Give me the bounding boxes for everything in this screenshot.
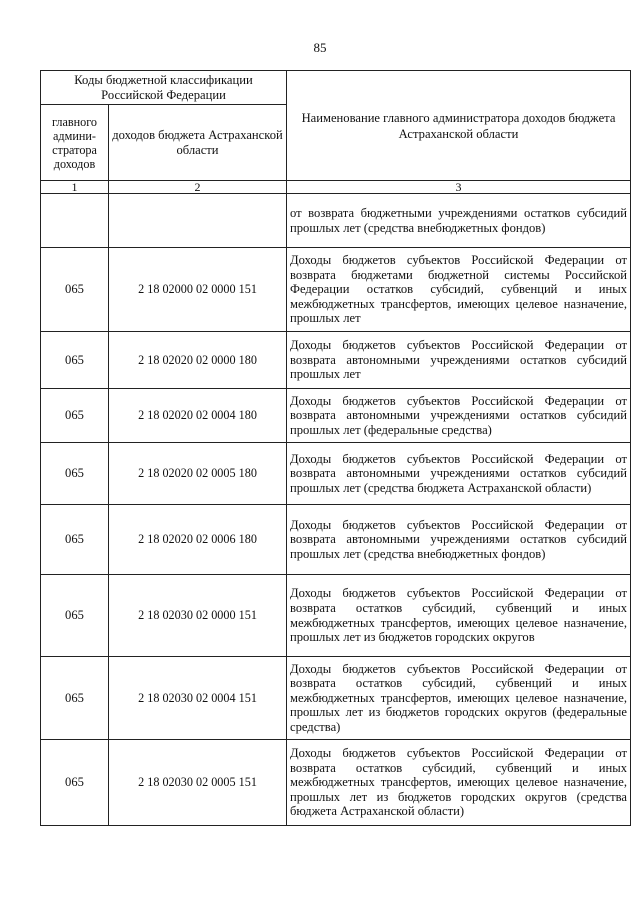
table-row bbox=[41, 248, 631, 332]
column-number-3: 3 bbox=[287, 181, 631, 194]
income-name-cell: Доходы бюджетов субъектов Российской Федерации от возврата автономными учреждениями остатков субсидий прошлых лет (средства бюджета Астраханской области) bbox=[287, 443, 631, 505]
income-name-cell: от возврата бюджетными учреждениями остатков субсидий прошлых лет (средства внебюджетных фондов) bbox=[287, 194, 631, 248]
admin-code-cell: 065 bbox=[41, 443, 109, 505]
page-number: 85 bbox=[313, 40, 327, 55]
column-number-1: 1 bbox=[41, 181, 109, 194]
income-code-cell: 2 18 02000 02 0000 151 bbox=[109, 248, 287, 332]
header-main-administrator: главного админи-стратора доходов bbox=[41, 105, 109, 181]
admin-code-cell: 065 bbox=[41, 505, 109, 575]
income-code-cell: 2 18 02030 02 0005 151 bbox=[109, 740, 287, 826]
admin-code-cell: 065 bbox=[41, 740, 109, 826]
table-row bbox=[41, 389, 631, 443]
admin-code-cell: 065 bbox=[41, 332, 109, 389]
table-row bbox=[41, 657, 631, 740]
header-classification-codes: Коды бюджетной классификации Российской Федерации bbox=[41, 71, 287, 105]
table-row bbox=[41, 740, 631, 826]
admin-code-cell: 065 bbox=[41, 389, 109, 443]
admin-code-cell: 065 bbox=[41, 575, 109, 657]
income-name-cell: Доходы бюджетов субъектов Российской Федерации от возврата остатков субсидий, субвенций и иных межбюджетных трансфертов, имеющих целевое назначение, прошлых лет из бюджетов городских округов (федеральные средства) bbox=[287, 657, 631, 740]
header-administrator-name: Наименование главного администратора доходов бюджета Астраханской области bbox=[287, 71, 631, 181]
header-regional-income: доходов бюджета Астраханской области bbox=[109, 105, 287, 181]
income-code-cell: 2 18 02020 02 0000 180 bbox=[109, 332, 287, 389]
income-name-cell: Доходы бюджетов субъектов Российской Федерации от возврата остатков субсидий, субвенций и иных межбюджетных трансфертов, имеющих целевое назначение, прошлых лет из бюджетов городских округов bbox=[287, 575, 631, 657]
income-name-cell: Доходы бюджетов субъектов Российской Федерации от возврата автономными учреждениями остатков субсидий прошлых лет bbox=[287, 332, 631, 389]
admin-code-cell: 065 bbox=[41, 657, 109, 740]
admin-code-cell: 065 bbox=[41, 248, 109, 332]
income-name-cell: Доходы бюджетов субъектов Российской Федерации от возврата бюджетами бюджетной системы Российской Федерации остатков субсидий, субвенций и иных межбюджетных трансфертов, имеющих целевое назначение, прошлых лет bbox=[287, 248, 631, 332]
table-row bbox=[41, 575, 631, 657]
income-name-cell: Доходы бюджетов субъектов Российской Федерации от возврата автономными учреждениями остатков субсидий прошлых лет (средства внебюджетных фондов) bbox=[287, 505, 631, 575]
income-code-cell: 2 18 02020 02 0005 180 bbox=[109, 443, 287, 505]
income-code-cell: 2 18 02020 02 0004 180 bbox=[109, 389, 287, 443]
table-row bbox=[41, 194, 631, 248]
column-number-2: 2 bbox=[109, 181, 287, 194]
admin-code-cell bbox=[41, 194, 109, 248]
table-row bbox=[41, 505, 631, 575]
budget-classification-table bbox=[40, 70, 631, 826]
income-code-cell bbox=[109, 194, 287, 248]
income-code-cell: 2 18 02020 02 0006 180 bbox=[109, 505, 287, 575]
income-name-cell: Доходы бюджетов субъектов Российской Федерации от возврата автономными учреждениями остатков субсидий прошлых лет (федеральные средства) bbox=[287, 389, 631, 443]
income-code-cell: 2 18 02030 02 0004 151 bbox=[109, 657, 287, 740]
income-code-cell: 2 18 02030 02 0000 151 bbox=[109, 575, 287, 657]
table-row bbox=[41, 332, 631, 389]
table-row bbox=[41, 443, 631, 505]
income-name-cell: Доходы бюджетов субъектов Российской Федерации от возврата остатков субсидий, субвенций и иных межбюджетных трансфертов, имеющих целевое назначение, прошлых лет из бюджетов городских округов (средства бюджета Астраханской области) bbox=[287, 740, 631, 826]
